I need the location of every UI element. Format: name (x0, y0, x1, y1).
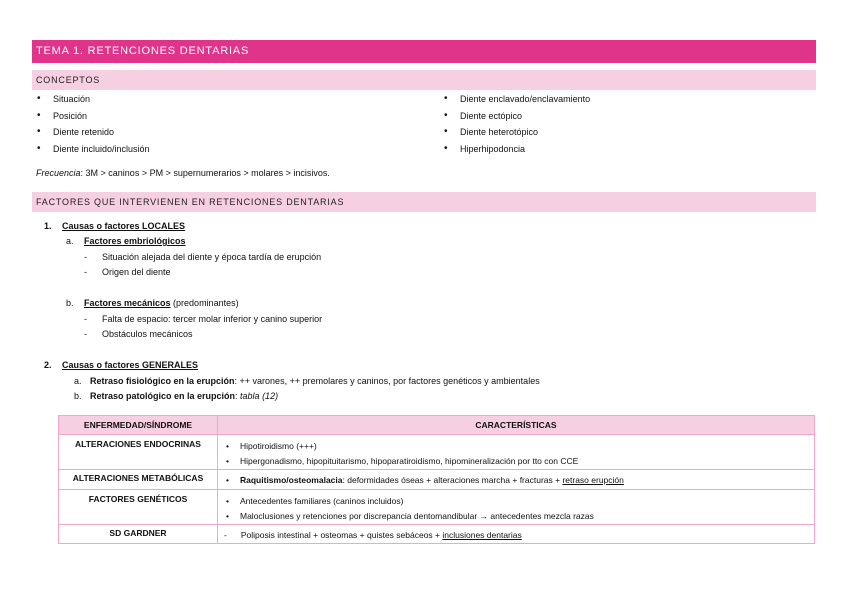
table-cell-name: SD GARDNER (59, 525, 218, 544)
table-header-row (59, 416, 815, 435)
table-cell-details (218, 435, 815, 470)
locales-a-title: Factores embriológicos (84, 236, 186, 246)
locales-b-item: Falta de espacio: tercer molar inferior y canino superior (102, 314, 323, 324)
list-item: • Situación (33, 91, 150, 108)
table-cell-name: ALTERACIONES ENDOCRINAS (59, 435, 218, 470)
locales-a-item: Origen del diente (102, 267, 171, 277)
locales-title: Causas o factores LOCALES (62, 221, 186, 231)
generales-a-line (90, 376, 540, 386)
retraso-table (58, 415, 815, 544)
locales-number: 1. (44, 221, 52, 231)
locales-b-title: Factores mecánicos (84, 298, 171, 308)
list-item: • Diente enclavado/enclavamiento (440, 91, 590, 108)
table-cell-name: FACTORES GENÉTICOS (59, 490, 218, 525)
list-item: • Hipotiroidismo (+++) (224, 439, 808, 454)
list-item: • Hipergonadismo, hipopituitarismo, hipoparatiroidismo, hipomineralización por tto con CCE (224, 454, 808, 469)
list-item: • Diente heterotópico (440, 124, 590, 141)
generales-b-line (90, 391, 278, 401)
table-row (59, 470, 815, 490)
section-heading-conceptos: CONCEPTOS (32, 70, 816, 90)
frecuencia-line (36, 168, 330, 178)
generales-a-text: : ++ varones, ++ premolares y caninos, por factores genéticos y ambientales (234, 376, 540, 386)
table-cell-name: ALTERACIONES METABÓLICAS (59, 470, 218, 490)
locales-b-item: Obstáculos mecánicos (102, 329, 193, 339)
generales-title: Causas o factores GENERALES (62, 360, 199, 370)
table-cell-details (218, 490, 815, 525)
gardner-underline: inclusiones dentarias (442, 530, 522, 540)
table-cell-details (218, 470, 815, 490)
list-item: • Maloclusiones y retenciones por discrepancia dentomandibular → antecedentes mezcla razas (224, 509, 808, 524)
conceptos-left-list (33, 91, 150, 157)
raquitismo-bold: Raquitismo/osteomalacia (240, 475, 343, 485)
gardner-dash: - (224, 530, 227, 540)
generales-b-bold: Retraso patológico en la erupción (90, 391, 236, 401)
generales-a-bold: Retraso fisiológico en la erupción (90, 376, 235, 386)
dash-marker: - (84, 314, 87, 324)
list-item: • Diente ectópico (440, 108, 590, 125)
raquitismo-text: : deformidades óseas + alteraciones marcha + fracturas + (342, 475, 563, 485)
page-title: TEMA 1. RETENCIONES DENTARIAS (32, 40, 816, 63)
list-item: • Diente incluido/inclusión (33, 141, 150, 158)
locales-b-line (84, 298, 239, 308)
generales-number: 2. (44, 360, 52, 370)
table-row (59, 525, 815, 544)
generales-a-letter: a. (74, 376, 82, 386)
list-item (224, 473, 808, 488)
dash-marker: - (84, 329, 87, 339)
locales-a-letter: a. (66, 236, 74, 246)
locales-a-item: Situación alejada del diente y época tardía de erupción (102, 252, 322, 262)
list-item: • Posición (33, 108, 150, 125)
table-row (59, 435, 815, 470)
section-heading-factores: FACTORES QUE INTERVIENEN EN RETENCIONES DENTARIAS (32, 192, 816, 212)
table-row (59, 490, 815, 525)
raquitismo-underline: retraso erupción (562, 475, 624, 485)
frecuencia-text: : 3M > caninos > PM > supernumerarios > molares > incisivos. (80, 168, 330, 178)
generales-b-text: : (235, 391, 241, 401)
locales-b-letter: b. (66, 298, 74, 308)
generales-b-italic: tabla (12) (240, 391, 279, 401)
dash-marker: - (84, 267, 87, 277)
gardner-text: Poliposis intestinal + osteomas + quistes sebáceos + (240, 530, 443, 540)
locales-b-note: (predominantes) (170, 298, 239, 308)
table-cell-details (218, 525, 815, 544)
list-item: • Hiperhipodoncia (440, 141, 590, 158)
frecuencia-label: Frecuencia (36, 168, 81, 178)
table-header-caracteristicas: CARACTERÍSTICAS (218, 416, 815, 435)
list-item: • Antecedentes familiares (caninos incluidos) (224, 494, 808, 509)
table-header-enfermedad: ENFERMEDAD/SÍNDROME (59, 416, 218, 435)
list-item: • Diente retenido (33, 124, 150, 141)
dash-marker: - (84, 252, 87, 262)
conceptos-right-list (440, 91, 590, 157)
generales-b-letter: b. (74, 391, 82, 401)
